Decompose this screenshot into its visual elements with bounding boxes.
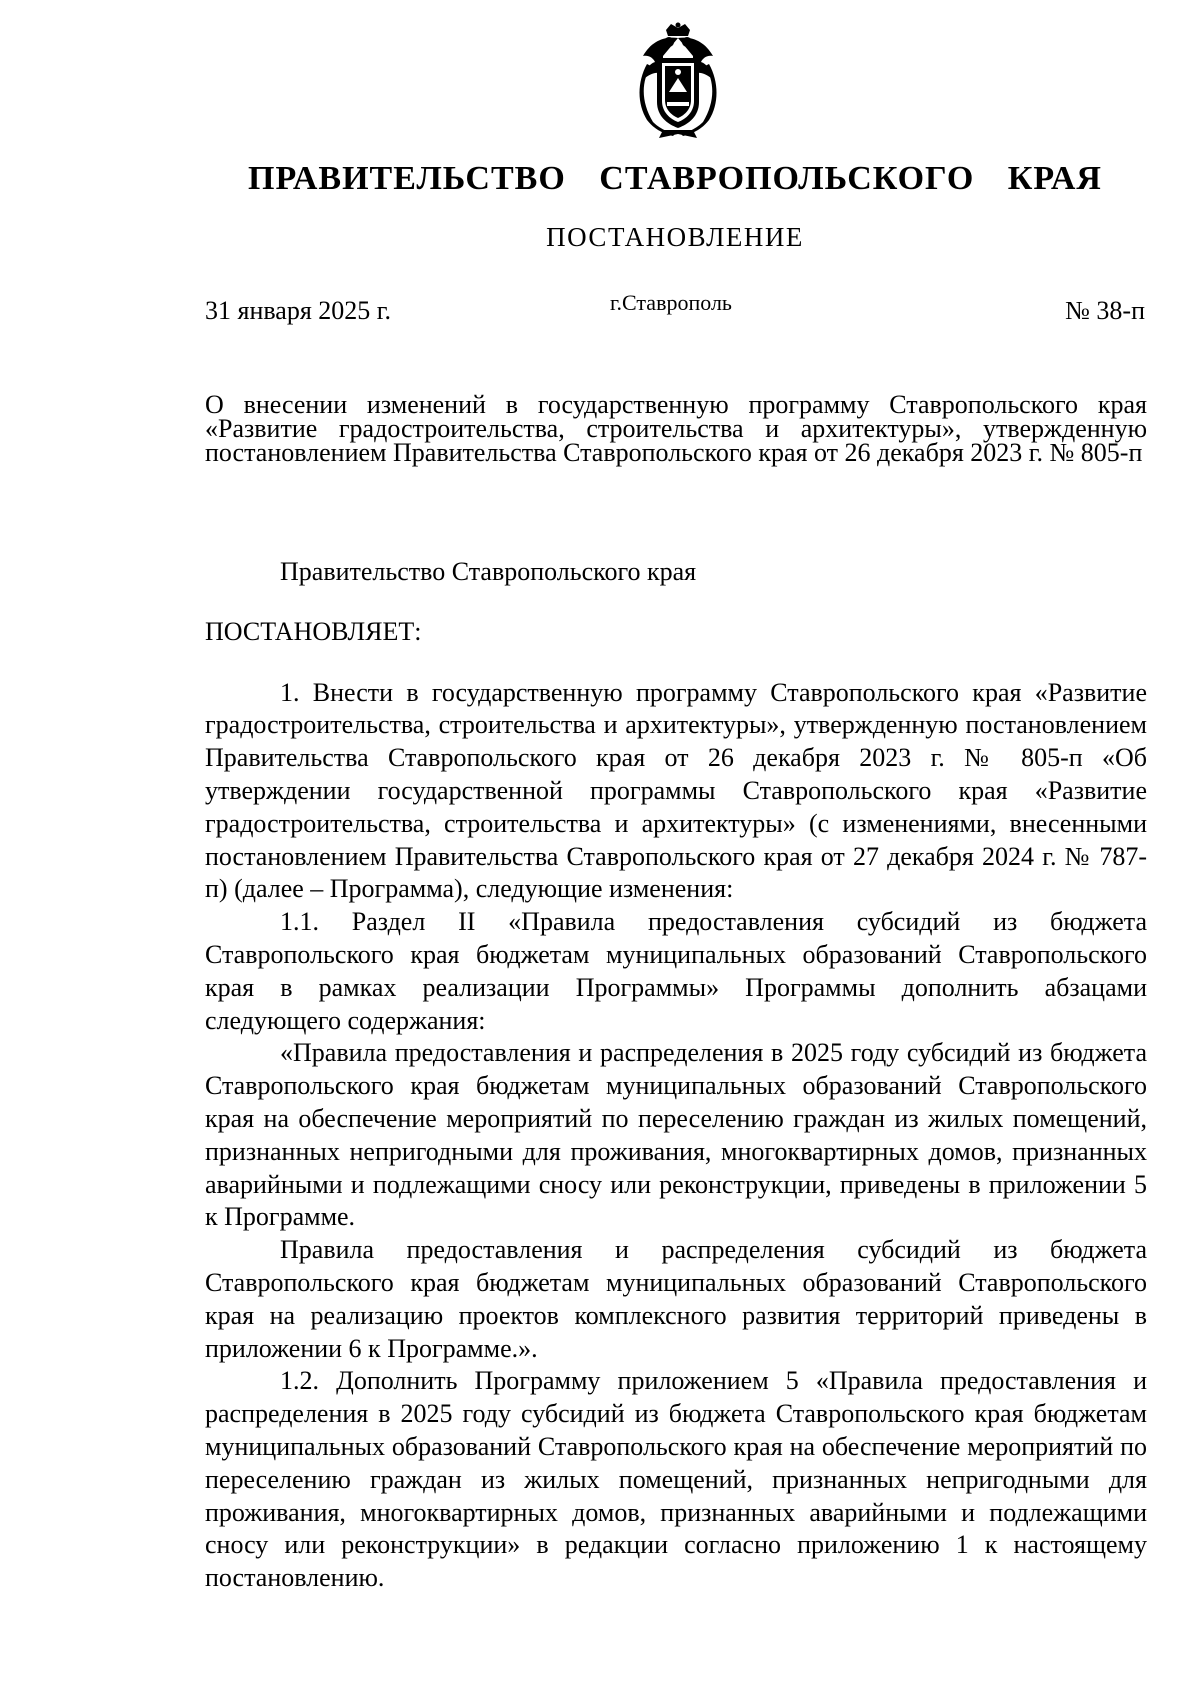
document-number: № 38-п [1065, 296, 1145, 325]
paragraph-1-2: 1.2. Дополнить Программу приложением 5 «Правила предоставления и распределения в 2025 году субсидий из бюджета Ставропольского края бюджетам муниципальных образований Ставропольского края на обеспечение мероприятий по переселению граждан из жилых помещений, признанных непригодными для проживания, многоквартирных домов, признанных аварийными и подлежащими сносу или реконструкции» в редакции согласно приложению 1 к настоящему постановлению. [205, 1366, 1147, 1593]
resolves-heading: ПОСТАНОВЛЯЕТ: [205, 616, 422, 646]
paragraph-1: 1. Внести в государственную программу Ставропольского края «Развитие градостроительства, строительства и архитектуры», утвержденную постановлением Правительства Ставропольского края от 26 декабря 2023 г. № 805-п «Об утверждении государственной программы Ставропольского края «Развитие градостроительства, строительства и архитектуры» (с изменениями, внесенными постановлением Правительства Ставропольского края от 27 декабря 2024 г. № 787-п) (далее – Программа), следующие изменения: [205, 677, 1147, 904]
coat-of-arms-emblem [633, 22, 723, 140]
document-body [205, 556, 1147, 1595]
issuing-authority: Правительство Ставропольского края [280, 557, 697, 586]
document-date: 31 января 2025 г. [205, 296, 392, 325]
document-subject: О внесении изменений в государственную программу Ставропольского края «Развитие градостроительства, строительства и архитектуры», утвержденную постановлением Правительства Ставропольского края от 26 декабря 2023 г. № 805-п [205, 390, 1147, 467]
government-title: ПРАВИТЕЛЬСТВО СТАВРОПОЛЬСКОГО КРАЯ [248, 160, 1102, 197]
quoted-paragraph-1: «Правила предоставления и распределения в 2025 году субсидий из бюджета Ставропольского края бюджетам муниципальных образований Ставропольского края на обеспечение мероприятий по переселению граждан из жилых помещений, признанных непригодными для проживания, многоквартирных домов, признанных аварийными и подлежащими сносу или реконструкции, приведены в приложении 5 к Программе. [205, 1038, 1147, 1232]
document-type: ПОСТАНОВЛЕНИЕ [546, 222, 804, 252]
document-city: г.Ставрополь [610, 290, 732, 315]
paragraph-1-1: 1.1. Раздел II «Правила предоставления субсидий из бюджета Ставропольского края бюджетам муниципальных образований Ставропольского края в рамках реализации Программы» Программы дополнить абзацами следующего содержания: [205, 907, 1147, 1035]
quoted-paragraph-2: Правила предоставления и распределения субсидий из бюджета Ставропольского края бюджетам муниципальных образований Ставропольского края на реализацию проектов комплексного развития территорий приведены в приложении 6 к Программе.». [205, 1235, 1147, 1363]
document-meta [205, 290, 1145, 330]
